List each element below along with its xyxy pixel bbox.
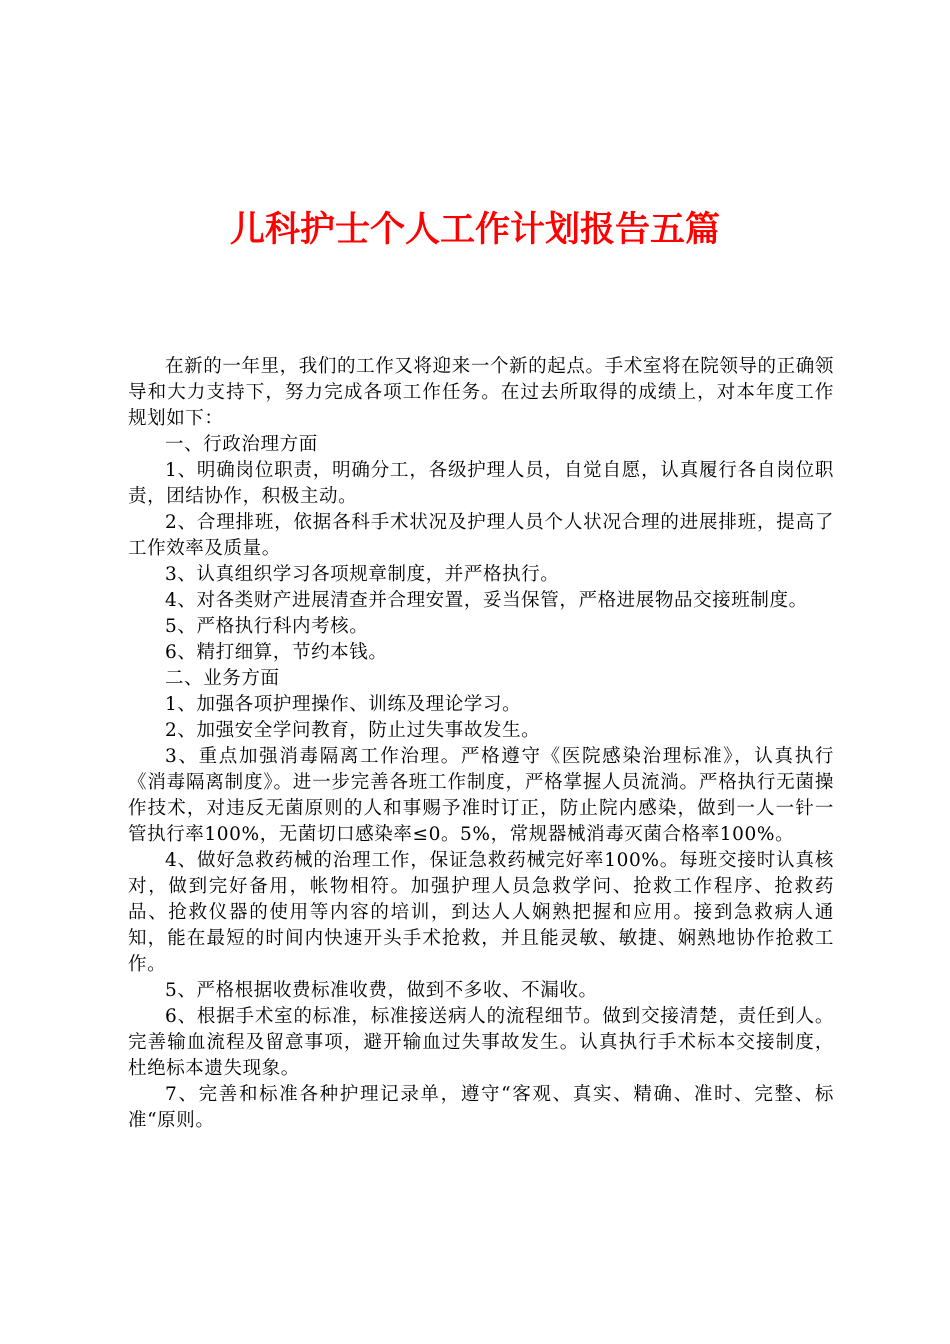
document-title: 儿科护士个人工作计划报告五篇	[229, 209, 720, 250]
section-heading-admin: 一、行政治理方面	[165, 434, 318, 455]
paragraph: 6、根据手术室的标准，标准接送病人的流程细节。做到交接清楚，责任到人。完善输血流程及留意事项，避开输血过失事故发生。认真执行手术标本交接制度，杜绝标本遗失现象。	[128, 1006, 834, 1079]
paragraph: 7、完善和标准各种护理记录单，遵守“客观、真实、精确、准时、完整、标准“原则。	[128, 1084, 834, 1131]
paragraph: 5、严格根据收费标准收费，做到不多收、不漏收。	[165, 980, 598, 1001]
paragraph: 3、重点加强消毒隔离工作治理。严格遵守《医院感染治理标准》，认真执行《消毒隔离制度》。进一步完善各班工作制度，严格掌握人员流淌。严格执行无菌操作技术，对违反无菌原则的人和事赐予准时订正，防止院内感染，做到一人一针一管执行率100%，无菌切口感染率≤0。5%，常规器械消毒灭菌合格率100%。	[128, 746, 834, 845]
paragraph: 1、加强各项护理操作、训练及理论学习。	[165, 694, 522, 715]
paragraph: 2、加强安全学问教育，防止过失事故发生。	[165, 720, 541, 741]
paragraph: 1、明确岗位职责，明确分工，各级护理人员，自觉自愿，认真履行各自岗位职责，团结协作，积极主动。	[128, 460, 834, 507]
paragraph: 4、对各类财产进展清查并合理安置，妥当保管，严格进展物品交接班制度。	[165, 590, 808, 611]
paragraph: 2、合理排班，依据各科手术状况及护理人员个人状况合理的进展排班，提高了工作效率及质量。	[128, 512, 834, 559]
document-body	[128, 354, 834, 1134]
paragraph: 6、精打细算，节约本钱。	[165, 642, 388, 663]
paragraph: 4、做好急救药械的治理工作，保证急救药械完好率100%。每班交接时认真核对，做到完好备用，帐物相符。加强护理人员急救学问、抢救工作程序、抢救药品、抢救仪器的使用等内容的培训，到达人人娴熟把握和应用。接到急救病人通知，能在最短的时间内快速开头手术抢救，并且能灵敏、敏捷、娴熟地协作抢救工作。	[128, 850, 834, 975]
section-heading-business: 二、业务方面	[165, 668, 280, 689]
paragraph-intro: 在新的一年里，我们的工作又将迎来一个新的起点。手术室将在院领导的正确领导和大力支持下，努力完成各项工作任务。在过去所取得的成绩上，对本年度工作规划如下：	[128, 356, 834, 429]
paragraph: 5、严格执行科内考核。	[165, 616, 369, 637]
paragraph: 3、认真组织学习各项规章制度，并严格执行。	[165, 564, 560, 585]
